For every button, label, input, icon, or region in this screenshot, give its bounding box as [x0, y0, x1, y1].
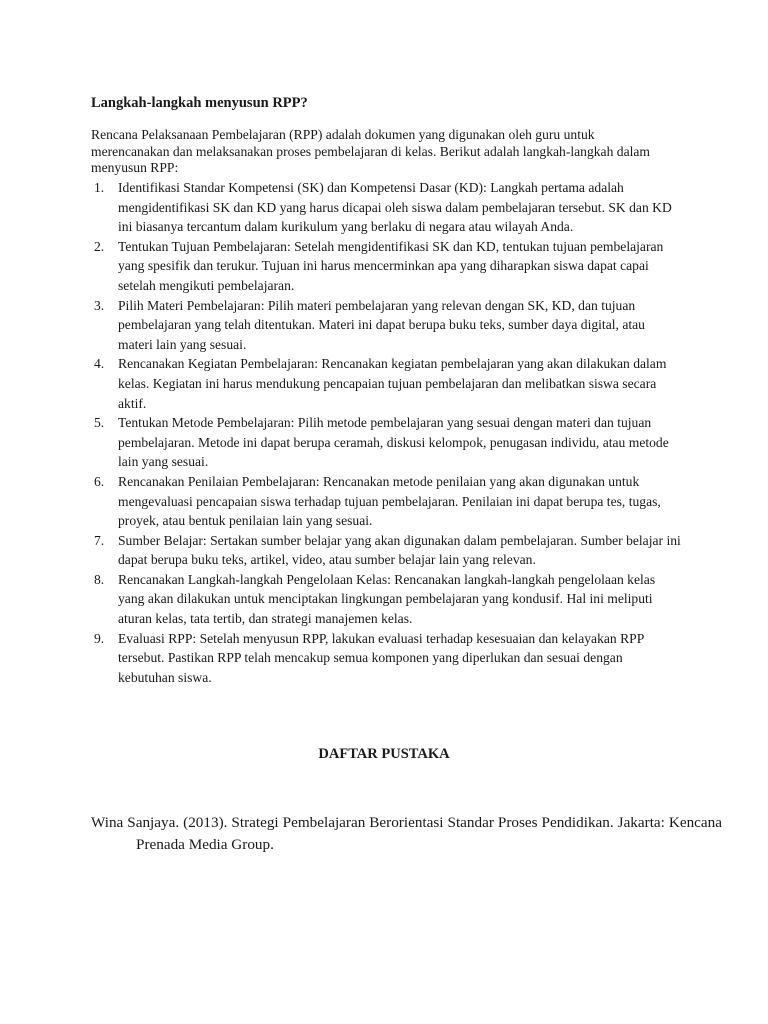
list-item-text: Pilih Materi Pembelajaran: Pilih materi pembelajaran yang relevan dengan SK, KD, dan tujuan pembelajaran yang telah ditentukan. Materi ini dapat berupa buku teks, sumber daya digital, atau materi lain yang sesuai.	[118, 297, 645, 352]
list-item	[91, 178, 681, 237]
list-item-text: Tentukan Tujuan Pembelajaran: Setelah mengidentifikasi SK dan KD, tentukan tujuan pembelajaran yang spesifik dan terukur. Tujuan ini harus mencerminkan apa yang diharapkan siswa dapat capai setelah mengikuti pembelajaran.	[118, 238, 664, 293]
list-item	[91, 531, 681, 570]
list-item	[91, 472, 681, 531]
list-item	[91, 296, 681, 355]
list-item	[91, 570, 681, 629]
list-item	[91, 413, 681, 472]
list-item-text: Rencanakan Kegiatan Pembelajaran: Rencanakan kegiatan pembelajaran yang akan dilakukan dalam kelas. Kegiatan ini harus mendukung pencapaian tujuan pembelajaran dan melibatkan siswa secara aktif.	[118, 356, 667, 411]
list-item-number: 5.	[94, 415, 105, 431]
list-item-number: 8.	[94, 571, 105, 587]
list-item-text: Tentukan Metode Pembelajaran: Pilih metode pembelajaran yang sesuai dengan materi dan tujuan pembelajaran. Metode ini dapat berupa ceramah, diskusi kelompok, penugasan individu, atau metode lain yang sesuai.	[118, 415, 669, 470]
steps-list	[91, 178, 681, 687]
list-item-number: 7.	[94, 532, 105, 548]
list-item-text: Identifikasi Standar Kompetensi (SK) dan Kompetensi Dasar (KD): Langkah pertama adalah mengidentifikasi SK dan KD yang harus dicapai oleh siswa dalam pembelajaran tersebut. SK dan KD ini biasanya tercantum dalam kurikulum yang berlaku di negara atau wilayah Anda.	[118, 180, 672, 235]
list-item-number: 9.	[94, 630, 105, 646]
list-item	[91, 629, 681, 688]
list-item-number: 3.	[94, 297, 105, 313]
section-heading: Langkah-langkah menyusun RPP?	[91, 95, 308, 111]
list-item-text: Rencanakan Penilaian Pembelajaran: Rencanakan metode penilaian yang akan digunakan untuk mengevaluasi pencapaian siswa terhadap tujuan pembelajaran. Penilaian ini dapat berupa tes, tugas, proyek, atau bentuk penilaian lain yang sesuai.	[118, 473, 661, 529]
list-item	[91, 354, 681, 413]
references-title: DAFTAR PUSTAKA	[318, 746, 450, 762]
list-item-number: 1.	[94, 180, 105, 195]
list-item-text: Evaluasi RPP: Setelah menyusun RPP, lakukan evaluasi terhadap kesesuaian dan kelayakan RPP tersebut. Pastikan RPP telah mencakup semua komponen yang diperlukan dan sesuai dengan kebutuhan siswa.	[118, 630, 644, 685]
intro-paragraph: Rencana Pelaksanaan Pembelajaran (RPP) adalah dokumen yang digunakan oleh guru untuk merencanakan dan melaksanakan proses pembelajaran di kelas. Berikut adalah langkah-langkah dalam menyusun RPP:	[91, 127, 650, 175]
list-item-number: 2.	[94, 238, 105, 254]
list-item-text: Sumber Belajar: Sertakan sumber belajar yang akan digunakan dalam pembelajaran. Sumber belajar ini dapat berupa buku teks, artikel, video, atau sumber belajar lain yang relevan.	[118, 532, 681, 568]
list-item	[91, 237, 681, 296]
reference-entry: Wina Sanjaya. (2013). Strategi Pembelajaran Berorientasi Standar Proses Pendidikan. Jakarta: Kencana Prenada Media Group.	[91, 814, 722, 853]
list-item-number: 4.	[94, 356, 105, 372]
list-item-number: 6.	[94, 473, 105, 489]
list-item-text: Rencanakan Langkah-langkah Pengelolaan Kelas: Rencanakan langkah-langkah pengelolaan kelas yang akan dilakukan untuk menciptakan lingkungan pembelajaran yang kondusif. Hal ini meliputi aturan kelas, tata tertib, dan strategi manajemen kelas.	[118, 571, 656, 627]
